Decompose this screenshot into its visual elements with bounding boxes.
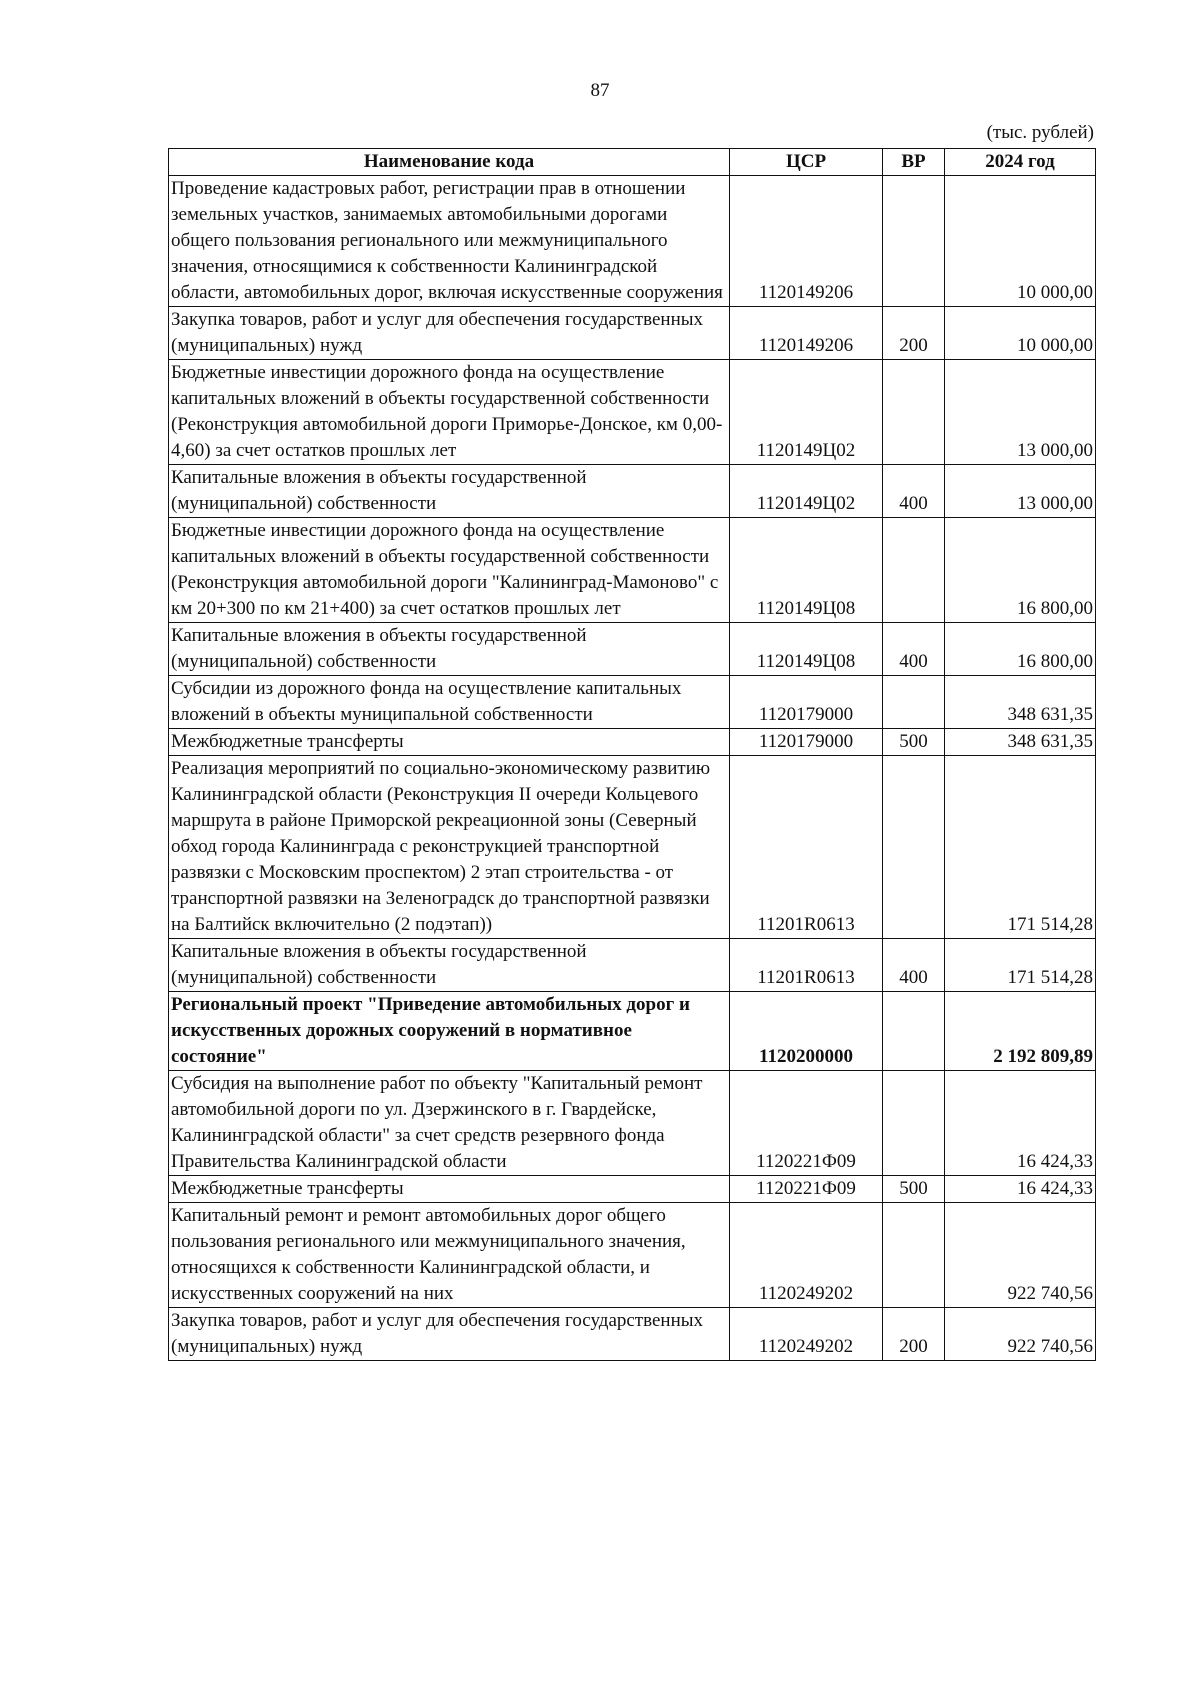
header-year: 2024 год xyxy=(945,149,1096,176)
cell-vr xyxy=(883,518,945,623)
table-row xyxy=(169,360,1096,465)
cell-name: Проведение кадастровых работ, регистрации прав в отношении земельных участков, занимаемых автомобильными дорогами общего пользования регионального или межмуниципального значения, относящимися к собственности Калининградской области, автомобильных дорог, включая искусственные сооружения xyxy=(169,176,730,307)
table-row xyxy=(169,756,1096,939)
cell-vr xyxy=(883,1203,945,1308)
cell-vr: 400 xyxy=(883,939,945,992)
table-row xyxy=(169,623,1096,676)
cell-csr: 1120249202 xyxy=(730,1203,883,1308)
cell-csr: 1120221Ф09 xyxy=(730,1176,883,1203)
cell-name: Субсидия на выполнение работ по объекту "Капитальный ремонт автомобильной дороги по ул. Дзержинского в г. Гвардейске, Калининградской области" за счет средств резервного фонда Правительства Калининградской области xyxy=(169,1071,730,1176)
cell-amount: 10 000,00 xyxy=(945,307,1096,360)
cell-vr xyxy=(883,360,945,465)
header-name: Наименование кода xyxy=(169,149,730,176)
cell-vr: 500 xyxy=(883,729,945,756)
table-row xyxy=(169,676,1096,729)
table-row xyxy=(169,465,1096,518)
cell-amount: 16 424,33 xyxy=(945,1071,1096,1176)
table-row xyxy=(169,992,1096,1071)
cell-amount: 10 000,00 xyxy=(945,176,1096,307)
table-row xyxy=(169,1176,1096,1203)
cell-name: Капитальные вложения в объекты государственной (муниципальной) собственности xyxy=(169,939,730,992)
cell-name: Региональный проект "Приведение автомобильных дорог и искусственных дорожных сооружений в нормативное состояние" xyxy=(169,992,730,1071)
cell-vr xyxy=(883,992,945,1071)
table-row xyxy=(169,1203,1096,1308)
units-label: (тыс. рублей) xyxy=(986,122,1094,143)
cell-name: Капитальный ремонт и ремонт автомобильных дорог общего пользования регионального или межмуниципального значения, относящихся к собственности Калининградской области, и искусственных сооружений на них xyxy=(169,1203,730,1308)
cell-amount: 348 631,35 xyxy=(945,676,1096,729)
cell-amount: 348 631,35 xyxy=(945,729,1096,756)
cell-vr: 200 xyxy=(883,1308,945,1361)
cell-name: Закупка товаров, работ и услуг для обеспечения государственных (муниципальных) нужд xyxy=(169,1308,730,1361)
cell-amount: 2 192 809,89 xyxy=(945,992,1096,1071)
cell-csr: 1120149206 xyxy=(730,176,883,307)
cell-name: Межбюджетные трансферты xyxy=(169,729,730,756)
table-row xyxy=(169,939,1096,992)
cell-amount: 13 000,00 xyxy=(945,465,1096,518)
table-body xyxy=(169,176,1096,1361)
cell-name: Бюджетные инвестиции дорожного фонда на осуществление капитальных вложений в объекты государственной собственности (Реконструкция автомобильной дороги Приморье-Донское, км 0,00-4,60) за счет остатков прошлых лет xyxy=(169,360,730,465)
cell-name: Субсидии из дорожного фонда на осуществление капитальных вложений в объекты муниципальной собственности xyxy=(169,676,730,729)
cell-csr: 11201R0613 xyxy=(730,756,883,939)
cell-csr: 1120149Ц02 xyxy=(730,465,883,518)
cell-amount: 922 740,56 xyxy=(945,1308,1096,1361)
cell-amount: 171 514,28 xyxy=(945,939,1096,992)
cell-amount: 16 424,33 xyxy=(945,1176,1096,1203)
table-row xyxy=(169,518,1096,623)
cell-amount: 16 800,00 xyxy=(945,518,1096,623)
header-csr: ЦСР xyxy=(730,149,883,176)
cell-csr: 11201R0613 xyxy=(730,939,883,992)
cell-name: Капитальные вложения в объекты государственной (муниципальной) собственности xyxy=(169,623,730,676)
cell-csr: 1120179000 xyxy=(730,676,883,729)
table-row xyxy=(169,307,1096,360)
cell-name: Реализация мероприятий по социально-экономическому развитию Калининградской области (Реконструкция II очереди Кольцевого маршрута в районе Приморской рекреационной зоны (Северный обход города Калининграда с реконструкцией транспортной развязки с Московским проспектом) 2 этап строительства - от транспортной развязки на Зеленоградск до транспортной развязки на Балтийск включительно (2 подэтап)) xyxy=(169,756,730,939)
cell-csr: 1120149Ц02 xyxy=(730,360,883,465)
cell-name: Закупка товаров, работ и услуг для обеспечения государственных (муниципальных) нужд xyxy=(169,307,730,360)
cell-csr: 1120149206 xyxy=(730,307,883,360)
cell-amount: 16 800,00 xyxy=(945,623,1096,676)
cell-vr xyxy=(883,756,945,939)
budget-table xyxy=(168,148,1096,1361)
table-header-row xyxy=(169,149,1096,176)
cell-name: Межбюджетные трансферты xyxy=(169,1176,730,1203)
cell-amount: 171 514,28 xyxy=(945,756,1096,939)
cell-csr: 1120179000 xyxy=(730,729,883,756)
cell-vr: 400 xyxy=(883,623,945,676)
cell-csr: 1120149Ц08 xyxy=(730,518,883,623)
cell-csr: 1120249202 xyxy=(730,1308,883,1361)
cell-csr: 1120221Ф09 xyxy=(730,1071,883,1176)
cell-vr: 400 xyxy=(883,465,945,518)
table-row xyxy=(169,1308,1096,1361)
cell-vr xyxy=(883,1071,945,1176)
cell-amount: 13 000,00 xyxy=(945,360,1096,465)
table-row xyxy=(169,176,1096,307)
cell-csr: 1120200000 xyxy=(730,992,883,1071)
table-row xyxy=(169,729,1096,756)
cell-vr: 200 xyxy=(883,307,945,360)
header-vr: ВР xyxy=(883,149,945,176)
page-number: 87 xyxy=(590,80,610,101)
cell-vr xyxy=(883,176,945,307)
cell-amount: 922 740,56 xyxy=(945,1203,1096,1308)
cell-vr: 500 xyxy=(883,1176,945,1203)
cell-name: Бюджетные инвестиции дорожного фонда на осуществление капитальных вложений в объекты государственной собственности (Реконструкция автомобильной дороги "Калининград-Мамоново" с км 20+300 по км 21+400) за счет остатков прошлых лет xyxy=(169,518,730,623)
cell-vr xyxy=(883,676,945,729)
cell-name: Капитальные вложения в объекты государственной (муниципальной) собственности xyxy=(169,465,730,518)
table-row xyxy=(169,1071,1096,1176)
cell-csr: 1120149Ц08 xyxy=(730,623,883,676)
